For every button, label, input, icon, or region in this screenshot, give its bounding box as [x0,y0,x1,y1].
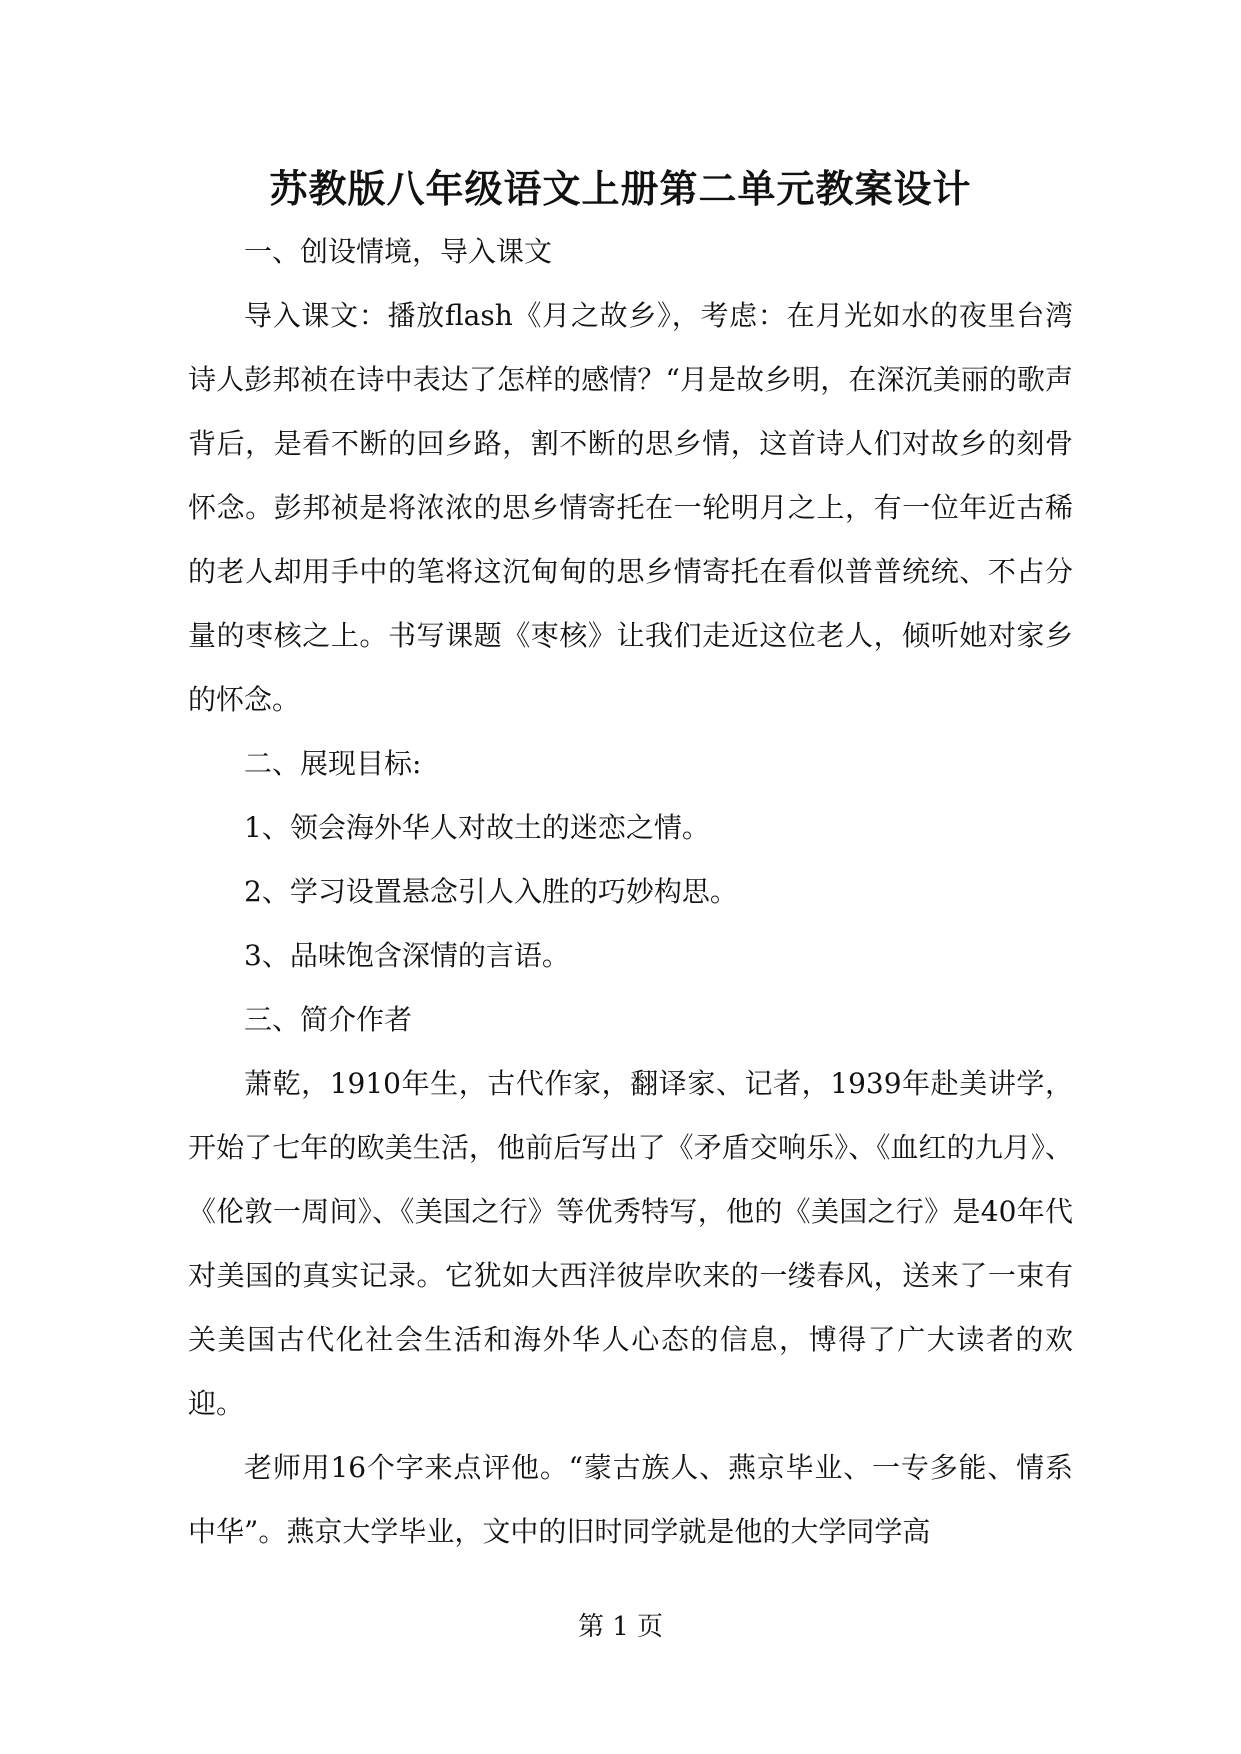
section-heading-2: 二、展现目标: [244,747,422,780]
paragraph-author: 萧乾，1910年生，古代作家，翻译家、记者，1939年赴美讲学，开始了七年的欧美生活，他前后写出了《矛盾交响乐》、《血红的九月》、《伦敦一周间》、《美国之行》等优秀特写，他的《美国之行》是40年代对美国的真实记录。它犹如大西洋彼岸吹来的一缕春风，送来了一束有关美国古代化社会生活和海外华人心态的信息，博得了广大读者的欢迎。 [188,1067,1073,1420]
page-number: 第 1 页 [577,1612,664,1642]
goal-item-1: 1、领会海外华人对故土的迷恋之情。 [244,811,710,844]
goal-item-3: 3、品味饱含深情的言语。 [244,939,570,972]
document-body [188,220,1073,1564]
paragraph-intro: 导入课文：播放flash《月之故乡》，考虑：在月光如水的夜里台湾诗人彭邦祯在诗中表达了怎样的感情？“月是故乡明，在深沉美丽的歌声背后，是看不断的回乡路，割不断的思乡情，这首诗人们对故乡的刻骨怀念。彭邦祯是将浓浓的思乡情寄托在一轮明月之上，有一位年近古稀的老人却用手中的笔将这沉甸甸的思乡情寄托在看似普普统统、不占分量的枣核之上。书写课题《枣核》让我们走近这位老人，倾听她对家乡的怀念。 [188,299,1073,716]
goal-item-2: 2、学习设置悬念引人入胜的巧妙构思。 [244,875,738,908]
section-heading-1: 一、创设情境，导入课文 [244,235,553,268]
paragraph-teacher-comment: 老师用16个字来点评他。“蒙古族人、燕京毕业、一专多能、情系中华”。燕京大学毕业，文中的旧时同学就是他的大学同学高 [188,1451,1073,1548]
section-heading-3: 三、简介作者 [244,1003,413,1036]
document-title: 苏教版八年级语文上册第二单元教案设计 [269,166,972,211]
